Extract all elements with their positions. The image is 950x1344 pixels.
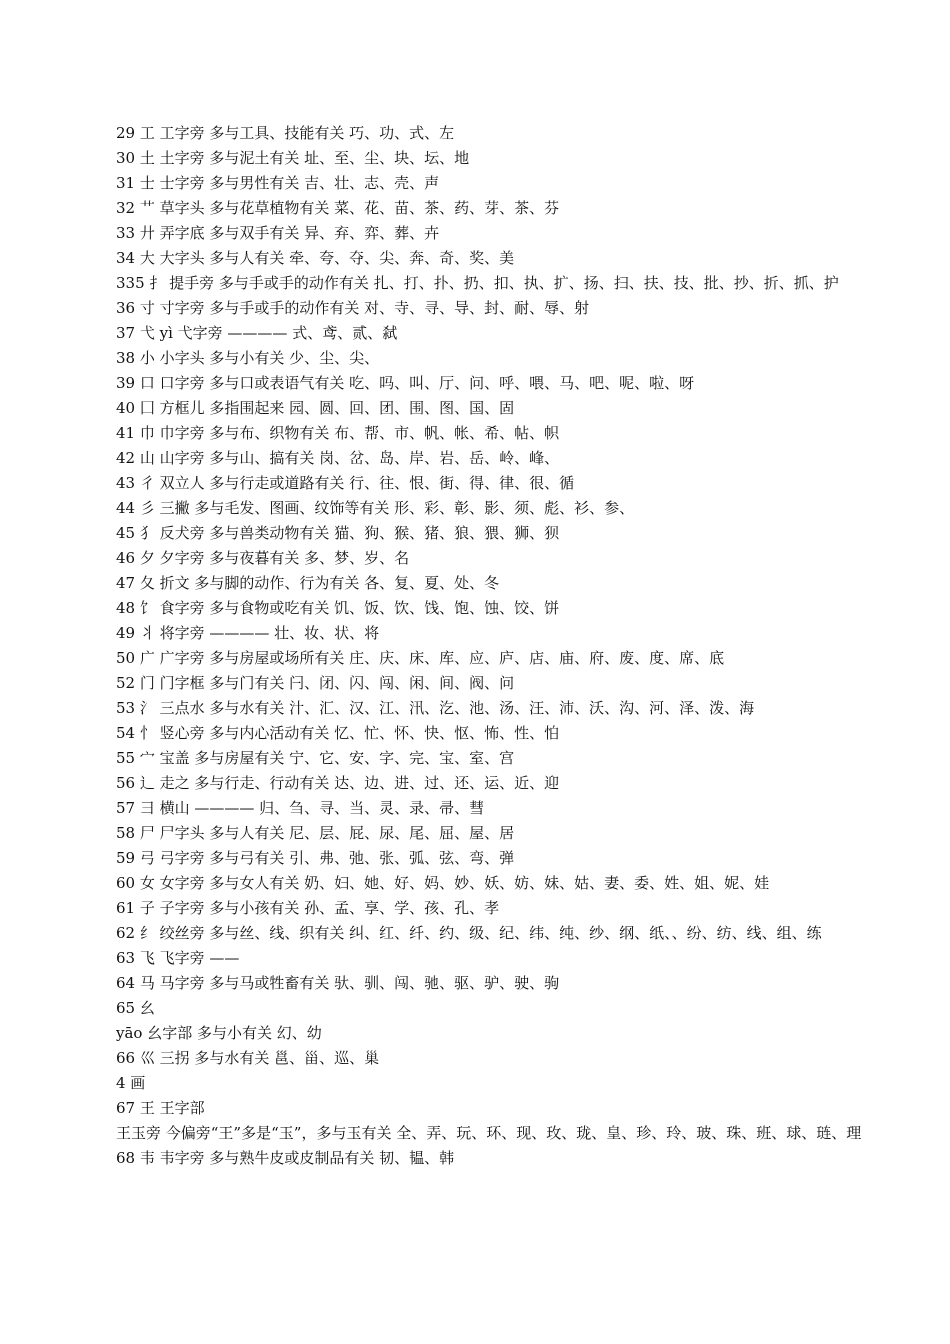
text-line: 36 寸 寸字旁 多与手或手的动作有关 对、寺、寻、导、封、耐、辱、射: [116, 299, 590, 317]
text-line: 46 夕 夕字旁 多与夜暮有关 多、梦、岁、名: [116, 549, 410, 567]
text-line: 30 土 土字旁 多与泥土有关 址、至、尘、块、坛、地: [116, 149, 470, 167]
text-line: 54 忄 竖心旁 多与内心活动有关 忆、忙、怀、快、怄、怖、性、怕: [116, 724, 560, 742]
text-line: 34 大 大字头 多与人有关 牵、夸、夺、尖、奔、奇、奖、美: [116, 249, 515, 267]
text-line: 56 辶 走之 多与行走、行动有关 达、边、进、过、还、运、近、迎: [116, 774, 560, 792]
text-line: 42 山 山字旁 多与山、搞有关 岗、岔、岛、岸、岩、岳、岭、峰、: [116, 449, 560, 467]
text-line: 59 弓 弓字旁 多与弓有关 引、弗、弛、张、弧、弦、弯、弹: [116, 849, 515, 867]
text-line: 4 画: [116, 1074, 146, 1092]
text-line: 48 饣 食字旁 多与食物或吃有关 饥、饭、饮、饯、饱、蚀、饺、饼: [116, 599, 560, 617]
text-line: 65 幺: [116, 999, 155, 1017]
text-line: 68 韦 韦字旁 多与熟牛皮或皮制品有关 韧、韫、韩: [116, 1149, 455, 1167]
text-line: 37 弋 yì 弋字旁 ———— 式、鸢、贰、弑: [116, 324, 398, 342]
text-line: 41 巾 巾字旁 多与布、织物有关 布、帮、市、帆、帐、希、帖、帜: [116, 424, 560, 442]
text-line: 王玉旁 今偏旁“王”多是“玉”，多与玉有关 全、弄、玩、环、现、玫、珑、皇、珍、玲、玻、珠、班、球、琏、理: [116, 1124, 862, 1142]
text-line: 50 广 广字旁 多与房屋或场所有关 庄、庆、床、库、应、庐、店、庙、府、废、度、席、底: [116, 649, 725, 667]
text-line: 61 子 子字旁 多与小孩有关 孙、孟、享、学、孩、孔、孝: [116, 899, 500, 917]
text-line: 40 囗 方框儿 多指围起来 园、圆、回、团、围、图、国、固: [116, 399, 515, 417]
text-line: 45 犭 反犬旁 多与兽类动物有关 猫、狗、猴、猪、狼、猥、狮、狈: [116, 524, 560, 542]
text-line: 49 丬 将字旁 ———— 壮、妆、状、将: [116, 624, 380, 642]
text-line: 33 廾 弄字底 多与双手有关 异、弃、弈、葬、卉: [116, 224, 440, 242]
text-line: 53 氵 三点水 多与水有关 汁、汇、汉、江、汛、汔、池、汤、汪、沛、沃、沟、河、泽、泼、海: [116, 699, 755, 717]
text-line: 55 宀 宝盖 多与房屋有关 宁、它、安、字、完、宝、室、宫: [116, 749, 515, 767]
text-line: 31 士 士字旁 多与男性有关 吉、壮、志、壳、声: [116, 174, 440, 192]
text-line: 39 口 口字旁 多与口或表语气有关 吃、吗、叫、厅、问、呼、喂、马、吧、呢、啦、呀: [116, 374, 695, 392]
text-line: 63 飞 飞字旁 ——: [116, 949, 240, 967]
text-line: 57 彐 横山 ———— 归、刍、寻、当、灵、录、帚、彗: [116, 799, 485, 817]
radical-list: [116, 121, 870, 1171]
text-line: 43 彳 双立人 多与行走或道路有关 行、往、恨、街、得、律、很、循: [116, 474, 575, 492]
text-line: 29 工 工字旁 多与工具、技能有关 巧、功、式、左: [116, 124, 455, 142]
text-line: 62 纟 绞丝旁 多与丝、线、织有关 纠、红、纤、约、级、纪、纬、纯、纱、纲、纸、、纷、纺、线、组、练: [116, 924, 822, 942]
text-line: 44 彡 三撇 多与毛发、图画、纹饰等有关 形、彩、彰、影、须、彪、衫、参、: [116, 499, 635, 517]
text-line: 64 马 马字旁 多与马或牲畜有关 驮、驯、闯、驰、驱、驴、驶、驹: [116, 974, 560, 992]
text-line: 47 夂 折文 多与脚的动作、行为有关 各、复、夏、处、冬: [116, 574, 500, 592]
text-line: 335 扌 提手旁 多与手或手的动作有关 扎、打、扑、扔、扣、执、扩、扬、扫、扶、技、批、抄、折、抓、护: [116, 274, 839, 292]
text-line: 52 门 门字框 多与门有关 闩、闭、闪、闯、闲、间、阀、问: [116, 674, 515, 692]
text-line: 66 巛 三拐 多与水有关 邕、甾、巡、巢: [116, 1049, 380, 1067]
text-line: 67 王 王字部: [116, 1099, 205, 1117]
text-line: 60 女 女字旁 多与女人有关 奶、妇、她、好、妈、妙、妖、妨、妹、姑、妻、委、姓、姐、妮、娃: [116, 874, 770, 892]
text-line: 32 艹 草字头 多与花草植物有关 菜、花、苗、茶、药、芽、茶、芬: [116, 199, 560, 217]
text-line: 38 小 小字头 多与小有关 少、尘、尖、: [116, 349, 380, 367]
text-line: yāo 幺字部 多与小有关 幻、幼: [116, 1024, 322, 1042]
text-line: 58 尸 尸字头 多与人有关 尼、层、屁、尿、尾、屈、屋、居: [116, 824, 515, 842]
